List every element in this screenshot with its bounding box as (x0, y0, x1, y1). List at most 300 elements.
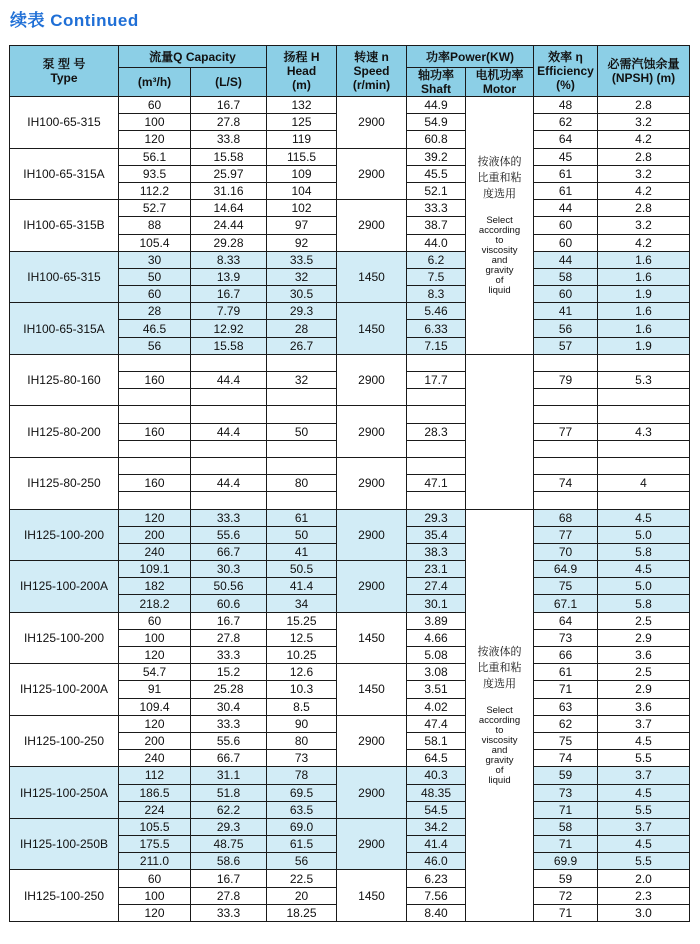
motor-selection-note (466, 154, 533, 296)
pump-type-cell: IH125-100-200 (10, 612, 119, 664)
npsh-cell: 4.5 (598, 561, 690, 578)
efficiency-cell (534, 389, 598, 406)
npsh-cell (598, 440, 690, 457)
speed-cell: 2900 (337, 818, 407, 870)
efficiency-cell: 56 (534, 320, 598, 337)
header-shaft: 轴功率 Shaft (407, 68, 466, 97)
npsh-cell: 5.5 (598, 853, 690, 870)
capacity-m3h-cell: 120 (119, 131, 191, 148)
npsh-cell: 3.2 (598, 217, 690, 234)
capacity-ls-cell: 27.8 (191, 629, 267, 646)
efficiency-cell (534, 492, 598, 509)
efficiency-cell: 77 (534, 423, 598, 440)
capacity-ls-cell: 16.7 (191, 612, 267, 629)
capacity-m3h-cell: 52.7 (119, 200, 191, 217)
npsh-cell: 2.0 (598, 870, 690, 887)
capacity-m3h-cell: 50 (119, 268, 191, 285)
header-capacity-m3h: (m³/h) (119, 68, 191, 97)
head-cell: 125 (267, 114, 337, 131)
head-cell: 50 (267, 423, 337, 440)
capacity-ls-cell: 33.3 (191, 904, 267, 921)
head-cell: 32 (267, 268, 337, 285)
pump-type-cell: IH125-100-250B (10, 818, 119, 870)
efficiency-cell: 58 (534, 818, 598, 835)
efficiency-cell: 71 (534, 904, 598, 921)
npsh-cell (598, 492, 690, 509)
capacity-m3h-cell: 93.5 (119, 165, 191, 182)
head-cell: 8.5 (267, 698, 337, 715)
pump-type-cell: IH125-100-250 (10, 715, 119, 767)
speed-cell: 1450 (337, 303, 407, 355)
head-cell: 61 (267, 509, 337, 526)
shaft-power-cell: 3.08 (407, 664, 466, 681)
head-cell (267, 440, 337, 457)
table-row (10, 251, 690, 268)
head-cell: 34 (267, 595, 337, 612)
npsh-cell: 3.2 (598, 165, 690, 182)
capacity-m3h-cell: 112 (119, 767, 191, 784)
shaft-power-cell: 3.89 (407, 612, 466, 629)
head-cell: 12.6 (267, 664, 337, 681)
header-power: 功率Power(KW) (407, 46, 534, 68)
npsh-cell: 1.6 (598, 268, 690, 285)
shaft-power-cell: 64.5 (407, 750, 466, 767)
shaft-power-cell: 6.2 (407, 251, 466, 268)
motor-note-en-line: viscosity (481, 245, 518, 257)
head-cell: 41 (267, 543, 337, 560)
efficiency-cell: 44 (534, 251, 598, 268)
capacity-m3h-cell: 211.0 (119, 853, 191, 870)
efficiency-cell (534, 406, 598, 423)
efficiency-cell: 75 (534, 732, 598, 749)
efficiency-cell (534, 354, 598, 371)
motor-power-note (466, 509, 534, 922)
efficiency-cell: 61 (534, 182, 598, 199)
head-cell: 12.5 (267, 629, 337, 646)
capacity-ls-cell: 29.3 (191, 818, 267, 835)
motor-note-en-line: to (495, 725, 504, 737)
capacity-m3h-cell: 54.7 (119, 664, 191, 681)
capacity-m3h-cell: 105.4 (119, 234, 191, 251)
npsh-cell: 5.0 (598, 526, 690, 543)
capacity-m3h-cell: 240 (119, 750, 191, 767)
capacity-ls-cell: 44.4 (191, 423, 267, 440)
capacity-m3h-cell: 160 (119, 475, 191, 492)
shaft-power-cell: 35.4 (407, 526, 466, 543)
head-cell: 26.7 (267, 337, 337, 354)
shaft-power-cell: 46.0 (407, 853, 466, 870)
efficiency-cell: 73 (534, 629, 598, 646)
capacity-ls-cell (191, 457, 267, 474)
efficiency-cell: 59 (534, 767, 598, 784)
npsh-cell (598, 406, 690, 423)
npsh-cell: 4.3 (598, 423, 690, 440)
capacity-ls-cell: 12.92 (191, 320, 267, 337)
shaft-power-cell: 5.46 (407, 303, 466, 320)
shaft-power-cell (407, 457, 466, 474)
speed-cell: 2900 (337, 97, 407, 149)
shaft-power-cell: 38.3 (407, 543, 466, 560)
npsh-cell: 4.5 (598, 509, 690, 526)
speed-cell: 1450 (337, 870, 407, 922)
shaft-power-cell: 47.4 (407, 715, 466, 732)
efficiency-cell: 79 (534, 372, 598, 389)
capacity-m3h-cell: 60 (119, 612, 191, 629)
npsh-cell: 2.8 (598, 200, 690, 217)
npsh-cell: 5.8 (598, 595, 690, 612)
shaft-power-cell: 48.35 (407, 784, 466, 801)
capacity-m3h-cell: 60 (119, 97, 191, 114)
capacity-m3h-cell: 218.2 (119, 595, 191, 612)
efficiency-cell: 73 (534, 784, 598, 801)
pump-type-cell: IH125-100-200A (10, 664, 119, 716)
head-cell: 97 (267, 217, 337, 234)
efficiency-cell: 74 (534, 750, 598, 767)
header-motor: 电机功率 Motor (466, 68, 534, 97)
shaft-power-cell: 58.1 (407, 732, 466, 749)
header-type: 泵 型 号 Type (10, 46, 119, 97)
shaft-power-cell: 38.7 (407, 217, 466, 234)
capacity-ls-cell: 8.33 (191, 251, 267, 268)
npsh-cell: 3.2 (598, 114, 690, 131)
efficiency-cell: 57 (534, 337, 598, 354)
table-row (10, 148, 690, 165)
capacity-m3h-cell: 91 (119, 681, 191, 698)
table-row (10, 818, 690, 835)
shaft-power-cell: 29.3 (407, 509, 466, 526)
capacity-m3h-cell: 88 (119, 217, 191, 234)
motor-note-en-line: gravity (485, 265, 514, 277)
capacity-m3h-cell: 56 (119, 337, 191, 354)
npsh-cell: 2.8 (598, 148, 690, 165)
npsh-cell: 5.0 (598, 578, 690, 595)
capacity-m3h-cell (119, 406, 191, 423)
table-row (10, 200, 690, 217)
efficiency-cell: 62 (534, 114, 598, 131)
capacity-m3h-cell: 56.1 (119, 148, 191, 165)
head-cell: 22.5 (267, 870, 337, 887)
capacity-m3h-cell: 100 (119, 887, 191, 904)
header-efficiency: 效率 η Efficiency (%) (534, 46, 598, 97)
capacity-ls-cell: 31.16 (191, 182, 267, 199)
npsh-cell: 4.5 (598, 784, 690, 801)
capacity-m3h-cell (119, 457, 191, 474)
table-row (10, 457, 690, 474)
npsh-cell (598, 354, 690, 371)
npsh-cell: 4.2 (598, 182, 690, 199)
npsh-cell: 1.6 (598, 303, 690, 320)
pump-type-cell: IH125-100-250A (10, 767, 119, 819)
efficiency-cell: 48 (534, 97, 598, 114)
shaft-power-cell: 40.3 (407, 767, 466, 784)
capacity-ls-cell (191, 354, 267, 371)
head-cell: 80 (267, 732, 337, 749)
pump-type-cell: IH125-100-250 (10, 870, 119, 922)
npsh-cell: 5.5 (598, 801, 690, 818)
capacity-ls-cell (191, 406, 267, 423)
table-row (10, 664, 690, 681)
capacity-m3h-cell: 60 (119, 870, 191, 887)
speed-cell: 2900 (337, 354, 407, 406)
shaft-power-cell: 17.7 (407, 372, 466, 389)
shaft-power-cell: 44.9 (407, 97, 466, 114)
motor-note-en-line: and (491, 255, 508, 267)
efficiency-cell: 60 (534, 286, 598, 303)
pump-type-cell: IH125-100-200 (10, 509, 119, 561)
efficiency-cell: 71 (534, 681, 598, 698)
pump-type-cell: IH100-65-315A (10, 303, 119, 355)
capacity-ls-cell: 16.7 (191, 97, 267, 114)
capacity-m3h-cell: 100 (119, 629, 191, 646)
head-cell: 10.25 (267, 647, 337, 664)
pump-type-cell: IH125-80-160 (10, 354, 119, 406)
shaft-power-cell: 47.1 (407, 475, 466, 492)
speed-cell: 1450 (337, 664, 407, 716)
npsh-cell: 3.7 (598, 715, 690, 732)
capacity-ls-cell: 16.7 (191, 286, 267, 303)
motor-power-note (466, 354, 534, 509)
capacity-m3h-cell: 120 (119, 715, 191, 732)
shaft-power-cell: 33.3 (407, 200, 466, 217)
head-cell: 33.5 (267, 251, 337, 268)
head-cell: 73 (267, 750, 337, 767)
efficiency-cell: 62 (534, 715, 598, 732)
header-npsh: 必需汽蚀余量 (NPSH) (m) (598, 46, 690, 97)
capacity-ls-cell: 55.6 (191, 732, 267, 749)
capacity-m3h-cell: 109.4 (119, 698, 191, 715)
motor-note-en-line: to (495, 235, 504, 247)
shaft-power-cell: 7.15 (407, 337, 466, 354)
head-cell: 78 (267, 767, 337, 784)
shaft-power-cell: 5.08 (407, 647, 466, 664)
speed-cell: 1450 (337, 251, 407, 303)
capacity-ls-cell (191, 440, 267, 457)
pump-type-cell: IH100-65-315 (10, 251, 119, 303)
shaft-power-cell: 52.1 (407, 182, 466, 199)
speed-cell: 2900 (337, 767, 407, 819)
motor-note-en-line: and (491, 745, 508, 757)
table-row (10, 767, 690, 784)
npsh-cell: 4.2 (598, 234, 690, 251)
motor-note-zh-line: 度选用 (483, 678, 517, 691)
motor-note-en-line: of (495, 765, 504, 777)
capacity-ls-cell: 30.3 (191, 561, 267, 578)
motor-note-en-line: liquid (488, 285, 511, 297)
capacity-ls-cell (191, 492, 267, 509)
page-title: 续表 Continued (10, 11, 139, 30)
capacity-ls-cell: 13.9 (191, 268, 267, 285)
capacity-m3h-cell: 186.5 (119, 784, 191, 801)
capacity-ls-cell: 27.8 (191, 114, 267, 131)
efficiency-cell: 45 (534, 148, 598, 165)
npsh-cell: 2.5 (598, 612, 690, 629)
capacity-ls-cell: 60.6 (191, 595, 267, 612)
head-cell: 18.25 (267, 904, 337, 921)
motor-note-zh-line: 按液体的 (477, 646, 522, 659)
capacity-m3h-cell: 200 (119, 732, 191, 749)
shaft-power-cell: 39.2 (407, 148, 466, 165)
head-cell: 56 (267, 853, 337, 870)
capacity-m3h-cell: 175.5 (119, 836, 191, 853)
efficiency-cell: 74 (534, 475, 598, 492)
shaft-power-cell: 54.5 (407, 801, 466, 818)
capacity-m3h-cell: 224 (119, 801, 191, 818)
efficiency-cell (534, 457, 598, 474)
efficiency-cell: 41 (534, 303, 598, 320)
capacity-ls-cell: 33.3 (191, 715, 267, 732)
efficiency-cell: 64.9 (534, 561, 598, 578)
efficiency-cell: 66 (534, 647, 598, 664)
npsh-cell: 4.5 (598, 836, 690, 853)
npsh-cell: 4.2 (598, 131, 690, 148)
efficiency-cell: 70 (534, 543, 598, 560)
shaft-power-cell: 54.9 (407, 114, 466, 131)
motor-note-zh-line: 比重和粘 (477, 662, 522, 675)
efficiency-cell: 75 (534, 578, 598, 595)
table-row (10, 509, 690, 526)
table-row (10, 561, 690, 578)
efficiency-cell: 63 (534, 698, 598, 715)
table-row (10, 870, 690, 887)
efficiency-cell: 61 (534, 664, 598, 681)
shaft-power-cell (407, 440, 466, 457)
motor-note-zh-line: 度选用 (483, 188, 517, 201)
head-cell: 41.4 (267, 578, 337, 595)
motor-note-en-line: Select (486, 705, 513, 717)
npsh-cell: 5.3 (598, 372, 690, 389)
table-row (10, 97, 690, 114)
table-row (10, 406, 690, 423)
npsh-cell: 2.5 (598, 664, 690, 681)
npsh-cell (598, 389, 690, 406)
capacity-ls-cell: 48.75 (191, 836, 267, 853)
speed-cell: 2900 (337, 561, 407, 613)
head-cell: 61.5 (267, 836, 337, 853)
head-cell (267, 492, 337, 509)
npsh-cell: 4.5 (598, 732, 690, 749)
capacity-ls-cell: 33.3 (191, 509, 267, 526)
efficiency-cell: 59 (534, 870, 598, 887)
capacity-m3h-cell (119, 440, 191, 457)
capacity-ls-cell: 15.58 (191, 337, 267, 354)
capacity-ls-cell: 15.2 (191, 664, 267, 681)
capacity-ls-cell: 51.8 (191, 784, 267, 801)
capacity-ls-cell: 62.2 (191, 801, 267, 818)
capacity-ls-cell: 44.4 (191, 372, 267, 389)
efficiency-cell: 60 (534, 234, 598, 251)
head-cell: 119 (267, 131, 337, 148)
capacity-ls-cell: 16.7 (191, 870, 267, 887)
npsh-cell: 2.9 (598, 629, 690, 646)
motor-note-en-line: Select (486, 215, 513, 227)
capacity-m3h-cell (119, 389, 191, 406)
head-cell: 69.5 (267, 784, 337, 801)
npsh-cell: 1.9 (598, 286, 690, 303)
capacity-ls-cell: 24.44 (191, 217, 267, 234)
npsh-cell: 3.6 (598, 647, 690, 664)
npsh-cell (598, 457, 690, 474)
capacity-m3h-cell: 60 (119, 286, 191, 303)
speed-cell: 2900 (337, 509, 407, 561)
motor-note-zh-line: 比重和粘 (477, 172, 522, 185)
table-row (10, 354, 690, 371)
capacity-ls-cell: 55.6 (191, 526, 267, 543)
head-cell: 32 (267, 372, 337, 389)
capacity-m3h-cell (119, 492, 191, 509)
table-row (10, 715, 690, 732)
head-cell: 50 (267, 526, 337, 543)
header-head: 扬程 H Head (m) (267, 46, 337, 97)
head-cell: 104 (267, 182, 337, 199)
capacity-ls-cell: 44.4 (191, 475, 267, 492)
pump-type-cell: IH125-80-200 (10, 406, 119, 458)
npsh-cell: 1.9 (598, 337, 690, 354)
npsh-cell: 1.6 (598, 251, 690, 268)
shaft-power-cell: 27.4 (407, 578, 466, 595)
head-cell (267, 406, 337, 423)
speed-cell: 1450 (337, 612, 407, 664)
shaft-power-cell (407, 406, 466, 423)
head-cell (267, 389, 337, 406)
speed-cell: 2900 (337, 457, 407, 509)
head-cell (267, 457, 337, 474)
table-row (10, 612, 690, 629)
head-cell: 69.0 (267, 818, 337, 835)
capacity-ls-cell (191, 389, 267, 406)
shaft-power-cell: 4.66 (407, 629, 466, 646)
shaft-power-cell: 28.3 (407, 423, 466, 440)
pump-type-cell: IH125-100-200A (10, 561, 119, 613)
efficiency-cell: 60 (534, 217, 598, 234)
capacity-m3h-cell: 120 (119, 904, 191, 921)
shaft-power-cell: 8.40 (407, 904, 466, 921)
capacity-ls-cell: 30.4 (191, 698, 267, 715)
head-cell: 50.5 (267, 561, 337, 578)
capacity-m3h-cell: 112.2 (119, 182, 191, 199)
head-cell: 20 (267, 887, 337, 904)
efficiency-cell: 71 (534, 836, 598, 853)
speed-cell: 2900 (337, 406, 407, 458)
shaft-power-cell: 4.02 (407, 698, 466, 715)
motor-note-en-line: gravity (485, 755, 514, 767)
efficiency-cell: 64 (534, 131, 598, 148)
capacity-ls-cell: 25.28 (191, 681, 267, 698)
capacity-m3h-cell: 200 (119, 526, 191, 543)
capacity-m3h-cell: 160 (119, 423, 191, 440)
npsh-cell: 3.7 (598, 767, 690, 784)
npsh-cell: 3.0 (598, 904, 690, 921)
pump-type-cell: IH125-80-250 (10, 457, 119, 509)
head-cell: 30.5 (267, 286, 337, 303)
shaft-power-cell: 6.23 (407, 870, 466, 887)
head-cell: 115.5 (267, 148, 337, 165)
head-cell: 90 (267, 715, 337, 732)
speed-cell: 2900 (337, 148, 407, 200)
capacity-m3h-cell: 28 (119, 303, 191, 320)
head-cell: 63.5 (267, 801, 337, 818)
motor-note-en-line: of (495, 275, 504, 287)
head-cell: 10.3 (267, 681, 337, 698)
header-capacity: 流量Q Capacity (119, 46, 267, 68)
head-cell: 28 (267, 320, 337, 337)
capacity-m3h-cell: 100 (119, 114, 191, 131)
capacity-ls-cell: 29.28 (191, 234, 267, 251)
shaft-power-cell: 3.51 (407, 681, 466, 698)
speed-cell: 2900 (337, 715, 407, 767)
capacity-m3h-cell: 46.5 (119, 320, 191, 337)
capacity-ls-cell: 15.58 (191, 148, 267, 165)
motor-selection-note (466, 644, 533, 786)
